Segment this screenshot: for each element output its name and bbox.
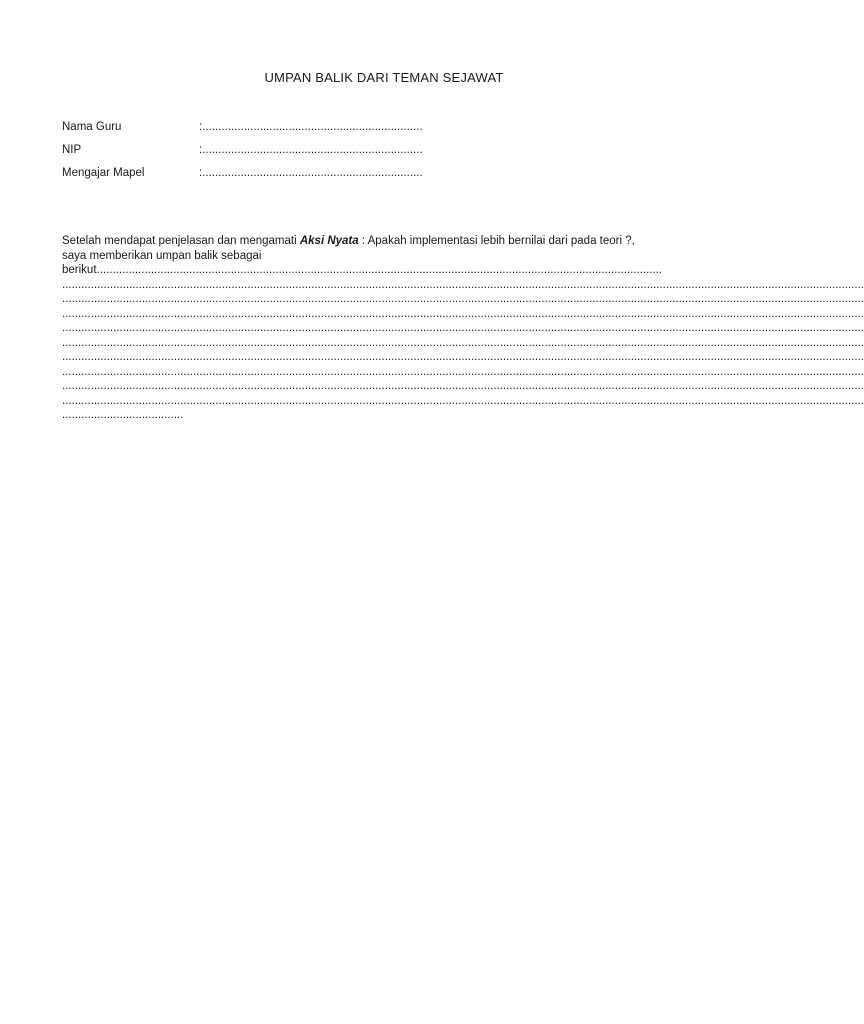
identity-fields	[62, 119, 702, 188]
dotted-fill-line: ...........................................................................................................................................................................................................................................................	[62, 351, 864, 363]
feedback-intro	[62, 234, 694, 249]
dotted-fill-line: ...........................................................................................................................................................................................................................................................	[62, 394, 864, 407]
field-fill-line: :.....................................................................	[199, 144, 423, 156]
field-row-mengajar-mapel	[62, 165, 702, 188]
feedback-line-berikut: berikut.................................................................................................................................................................................	[62, 264, 663, 276]
aksi-nyata-emphasis: Aksi Nyata	[299, 235, 359, 247]
dotted-fill-line-last: ......................................	[62, 409, 184, 421]
field-row-nama-guru	[62, 119, 702, 142]
dotted-fill-line: ...........................................................................................................................................................................................................................................................	[62, 365, 864, 378]
dotted-fill-line: ...........................................................................................................................................................................................................................................................	[62, 380, 864, 392]
feedback-intro-after: : Apakah implementasi lebih bernilai dari pada teori ?,	[358, 235, 635, 247]
field-fill-line: :.....................................................................	[199, 167, 423, 179]
field-row-nip	[62, 142, 702, 165]
field-label: Nama Guru	[62, 121, 122, 133]
field-fill-line: :.....................................................................	[199, 121, 423, 133]
field-label: Mengajar Mapel	[62, 167, 145, 179]
dotted-fill-line: ...........................................................................................................................................................................................................................................................	[62, 322, 864, 334]
feedback-intro-before: Setelah mendapat penjelasan dan mengamati	[62, 235, 300, 247]
dotted-fill-line: ...........................................................................................................................................................................................................................................................	[62, 307, 864, 320]
field-label: NIP	[62, 144, 82, 156]
feedback-section	[62, 234, 864, 423]
dotted-fill-line: ...........................................................................................................................................................................................................................................................	[62, 336, 864, 349]
dotted-fill-line: ...........................................................................................................................................................................................................................................................	[62, 293, 864, 305]
dotted-fill-line: ...........................................................................................................................................................................................................................................................	[62, 278, 864, 291]
feedback-line-2: saya memberikan umpan balik sebagai	[62, 249, 262, 262]
document-title: UMPAN BALIK DARI TEMAN SEJAWAT	[264, 70, 504, 85]
